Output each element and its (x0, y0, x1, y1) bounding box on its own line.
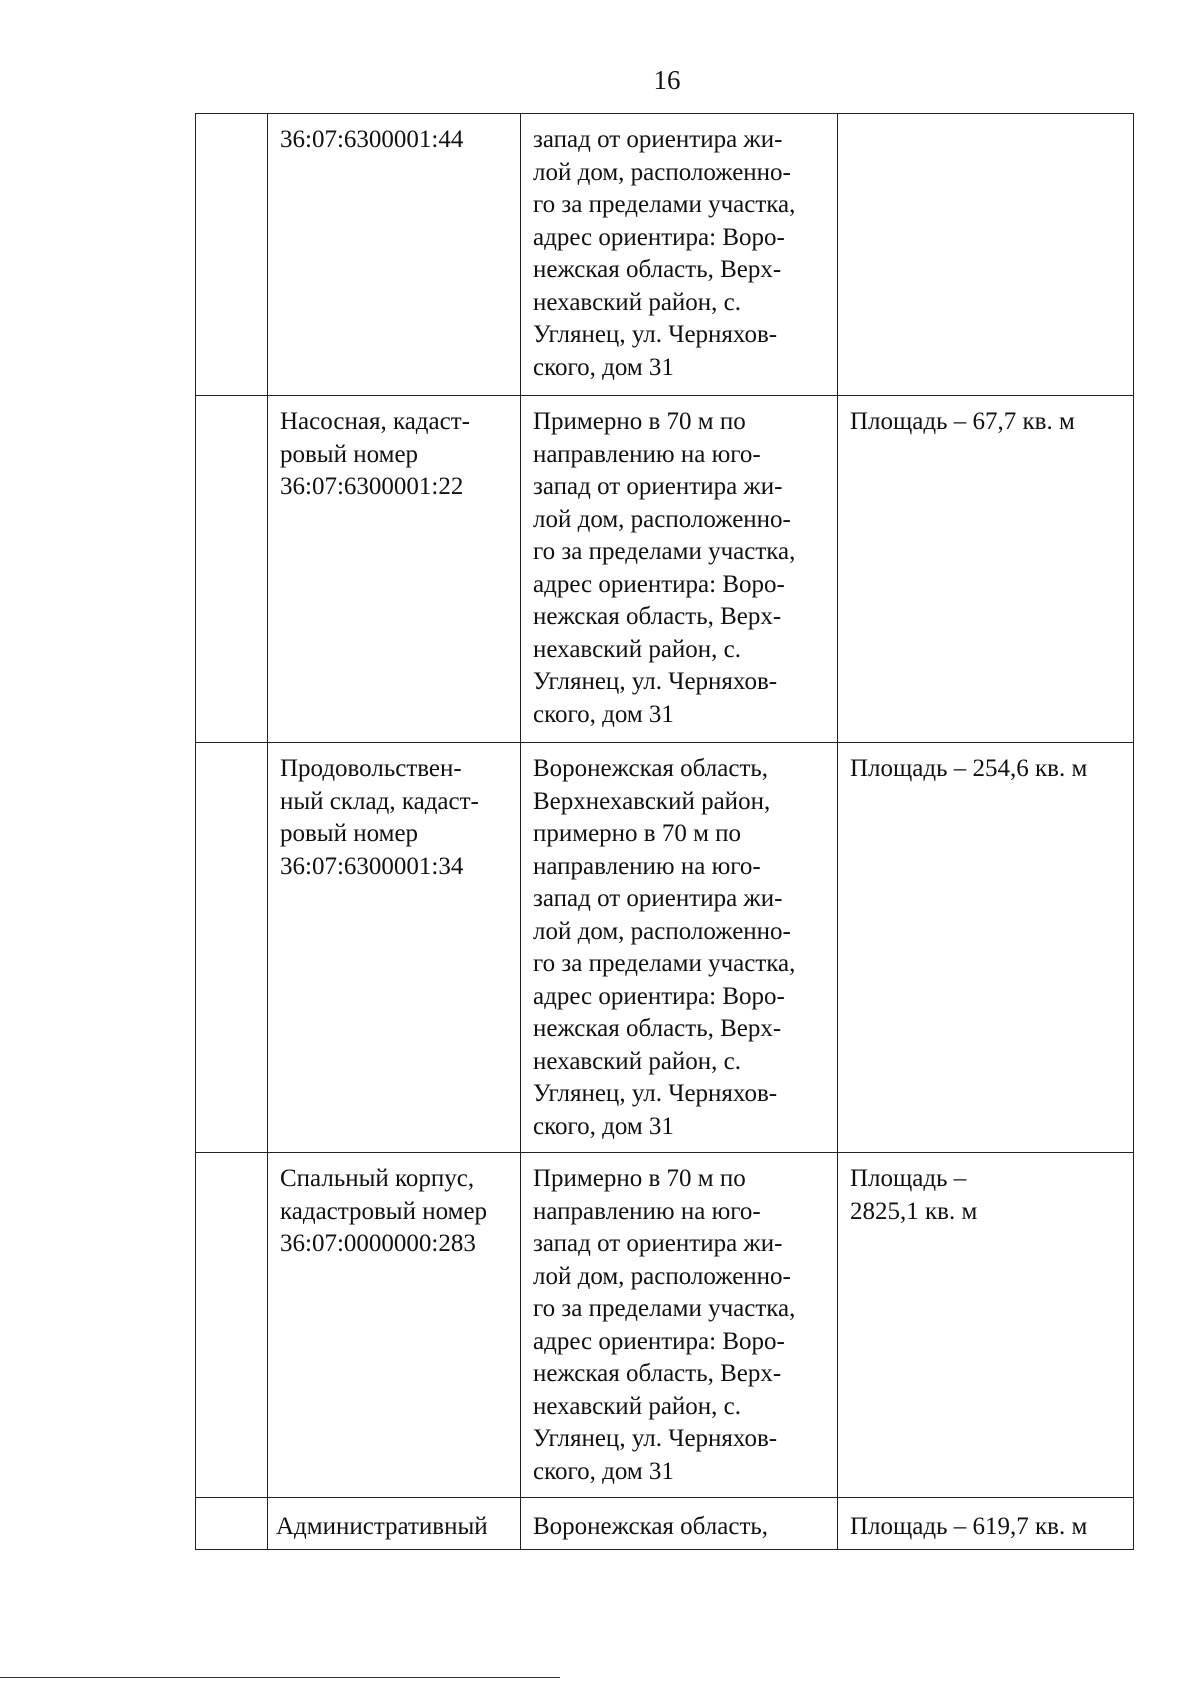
table-row (196, 396, 1134, 743)
characteristics-cell: Площадь – 254,6 кв. м (838, 743, 1134, 1153)
object-cell: Насосная, кадаст- ровый номер 36:07:6300001:22 (268, 396, 521, 743)
location-cell: Воронежская область, Верхнехавский район, примерно в 70 м по направлению на юго- запад от ориентира жи- лой дом, расположенно- го за пределами участка, адрес ориентира: Воро- нежская область, Верх- нехавский район, с. Углянец, ул. Черняхов- ского, дом 31 (521, 743, 838, 1153)
row-number-cell (196, 1153, 268, 1498)
row-number-cell (196, 396, 268, 743)
characteristics-cell (838, 114, 1134, 396)
table-row (196, 1153, 1134, 1498)
object-cell: Административный (268, 1498, 521, 1550)
row-number-cell (196, 114, 268, 396)
property-table (195, 113, 1134, 1550)
object-cell: 36:07:6300001:44 (268, 114, 521, 396)
table-row (196, 743, 1134, 1153)
characteristics-cell: Площадь – 67,7 кв. м (838, 396, 1134, 743)
table-row (196, 1498, 1134, 1550)
bottom-divider (0, 1677, 560, 1678)
location-cell: Воронежская область, (521, 1498, 838, 1550)
location-cell: запад от ориентира жи- лой дом, расположенно- го за пределами участка, адрес ориентира: Воро- нежская область, Верх- нехавский район, с. Углянец, ул. Черняхов- ского, дом 31 (521, 114, 838, 396)
location-cell: Примерно в 70 м по направлению на юго- запад от ориентира жи- лой дом, расположенно- го за пределами участка, адрес ориентира: Воро- нежская область, Верх- нехавский район, с. Углянец, ул. Черняхов- ского, дом 31 (521, 1153, 838, 1498)
row-number-cell (196, 743, 268, 1153)
location-cell: Примерно в 70 м по направлению на юго- запад от ориентира жи- лой дом, расположенно- го за пределами участка, адрес ориентира: Воро- нежская область, Верх- нехавский район, с. Углянец, ул. Черняхов- ского, дом 31 (521, 396, 838, 743)
characteristics-cell: Площадь – 619,7 кв. м (838, 1498, 1134, 1550)
row-number-cell (196, 1498, 268, 1550)
characteristics-cell: Площадь – 2825,1 кв. м (838, 1153, 1134, 1498)
object-cell: Спальный корпус, кадастровый номер 36:07:0000000:283 (268, 1153, 521, 1498)
page-number: 16 (653, 65, 681, 95)
object-cell: Продовольствен- ный склад, кадаст- ровый номер 36:07:6300001:34 (268, 743, 521, 1153)
table-row (196, 114, 1134, 396)
